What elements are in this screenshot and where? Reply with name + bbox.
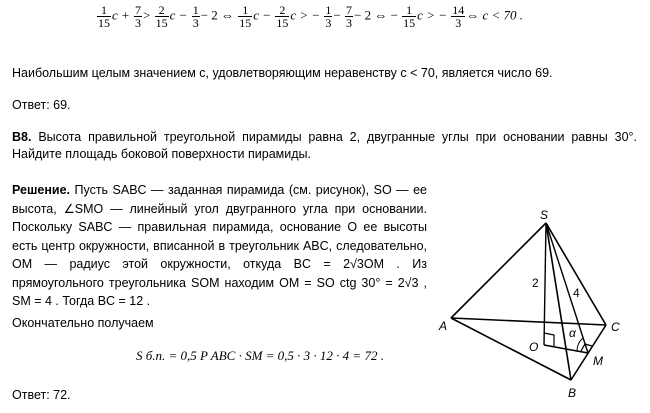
edge-SA [451,223,546,318]
answer-2: Ответ: 72. [12,388,71,402]
edge-AB [451,318,571,380]
fraction: $\frac{7}{3}$ [135,3,142,30]
answer-1: Ответ: 69. [12,98,71,112]
task-label: B8. [12,130,32,144]
vertex-C: C [611,320,620,334]
pyramid-figure [436,205,636,405]
fraction: $\frac{7}{3}$ [346,3,352,30]
right-angle-O [544,333,554,346]
task-b8 [12,129,637,163]
fraction: $\frac{1}{3}$ [325,3,332,30]
vertex-B: B [568,386,577,400]
vertex-S: S [540,208,549,222]
final-formula: S б.п. = 0,5 P ABC · SM = 0,5 · 3 · 12 · 4 = 72 . [136,348,384,363]
fraction: $\frac{2}{15}$ [155,3,168,30]
fraction: $\frac{1}{15}$ [239,3,252,30]
fraction: $\frac{14}{3}$ [452,3,465,30]
apothem-SM [546,223,588,353]
fraction: $\frac{1}{15}$ [98,3,110,30]
solution [12,181,427,311]
fraction: $\frac{2}{15}$ [276,3,289,30]
paragraph-max-value: Наибольшим целым значением c, удовлетворяющим неравенству c < 70, является число 69. [12,66,553,80]
solution-text: Пусть SABC — заданная пирамида (см. рисунок), SO — ее высота, ∠SMO — линейный угол двугранного угла при основании. Поскольку SABC — правильная пирамида, основание O ее высоты есть центр окружности, вписанной в треугольник ABC, следовательно, OM — радиус этой окружности, откуда BC = 2√3OM . Из прямоугольного треугольника SOM находим OM = SO ctg 30° = 2√3 , SM = 4 . Тогда BC = 12 . [12,183,427,308]
solution-label: Решение. [12,183,71,197]
point-M: M [593,354,603,368]
final-intro: Окончательно получаем [12,316,154,330]
edge-SB [546,223,571,380]
height-SO [544,223,546,345]
fraction: $\frac{1}{15}$ [403,3,416,30]
vertex-A: A [439,319,448,333]
point-O: O [529,340,539,354]
edge-SC [546,223,606,325]
angle-alpha: α [569,326,576,340]
edge-AC [451,318,606,325]
task-text: Высота правильной треугольной пирамиды равна 2, двугранные углы при основании равны 30°. Найдите площадь боковой поверхности пирамиды. [12,130,637,161]
label-SO: 2 [532,276,539,290]
inequality-chain: $\frac{1}{15}$ c + $\frac{7}{3}$ > $\frac{2}{15}$ c − $\frac{1}{3}$ − 2 ⇔ $\frac{1}{15}$ c − $\frac{2}{15}$ c > − $\frac{1}{3}$ − $\frac{7}{3}$ − 2 ⇔ − $\frac{1}{15}$ c > − $\frac{14}{3}$ ⇔ c < 70 . [98,3,524,30]
fraction: $\frac{1}{3}$ [192,3,199,30]
label-SM: 4 [573,286,580,300]
